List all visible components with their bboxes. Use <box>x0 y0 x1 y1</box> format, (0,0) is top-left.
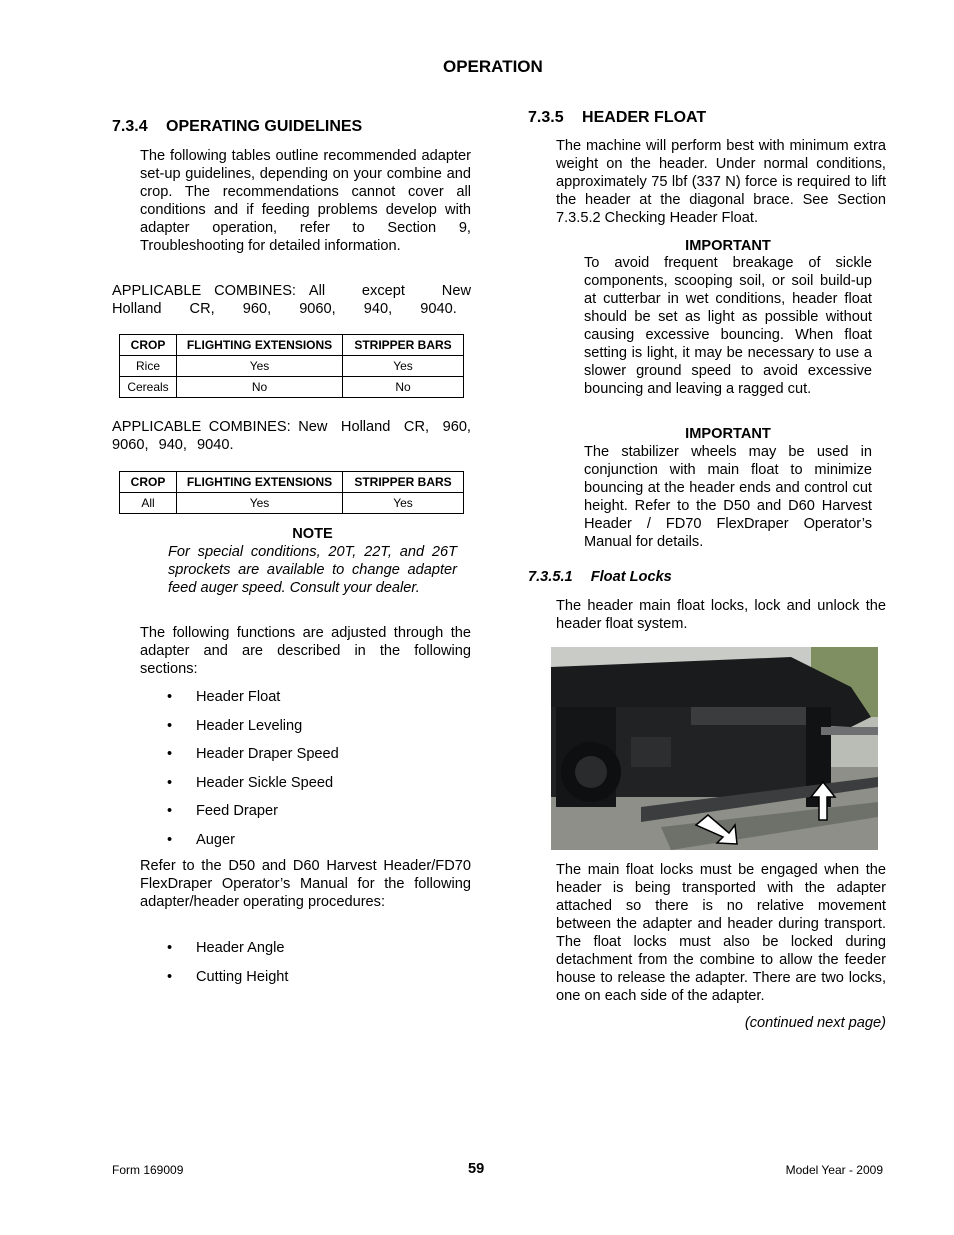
functions-intro: The following functions are adjusted through the adapter and are described in the following sections: <box>140 625 471 677</box>
float-locks-photo <box>551 647 878 850</box>
subsection-title: Float Locks <box>590 569 672 585</box>
section-heading-7-3-5 <box>528 109 706 127</box>
intro-paragraph: The following tables outline recommended adapter set-up guidelines, depending on your combine and crop. The recommendations cannot cover all conditions and if feeding problems develop with adapter operation, refer to Section 9, Troubleshooting for detailed information. <box>140 148 471 254</box>
table-cell: Yes <box>343 356 464 377</box>
applicable-label: APPLICABLE COMBINES: <box>112 283 296 299</box>
table-cell: Yes <box>177 356 343 377</box>
table-cell: Cereals <box>120 377 177 398</box>
important-1-text: To avoid frequent breakage of sickle components, scooping soil, or soil build-up at cutterbar in wet conditions, header float should be set as light as possible without causing excessive bouncing. When float setting is light, it may be necessary to use a slower ground speed to avoid excessive bouncing and leaving a ragged cut. <box>584 255 872 397</box>
section-heading-7-3-4 <box>112 118 362 136</box>
procedures-list <box>140 939 471 996</box>
table-cell: No <box>177 377 343 398</box>
table-cell: All <box>120 493 177 514</box>
list-item: • Header Angle <box>140 939 471 968</box>
continued-note: (continued next page) <box>744 1015 886 1031</box>
subsection-number: 7.3.5.1 <box>528 569 573 585</box>
list-item: • Header Sickle Speed <box>140 774 471 803</box>
section-title: HEADER FLOAT <box>582 109 707 126</box>
functions-list <box>140 688 471 859</box>
subsection-heading-7-3-5-1 <box>528 569 672 585</box>
list-item: • Auger <box>140 831 471 860</box>
header-cell: STRIPPER BARS <box>343 472 464 493</box>
note-title: NOTE <box>292 526 333 542</box>
header-cell: CROP <box>120 472 177 493</box>
header-cell: CROP <box>120 335 177 356</box>
table-cell: Yes <box>343 493 464 514</box>
section-number: 7.3.5 <box>528 109 564 126</box>
table-2 <box>119 471 464 514</box>
header-cell: FLIGHTING EXTENSIONS <box>177 335 343 356</box>
section-number: 7.3.4 <box>112 118 148 135</box>
important-2-text: The stabilizer wheels may be used in conjunction with main float to minimize bouncing at the header ends and control cut height. Refer to the D50 and D60 Harvest Header / FD70 FlexDraper Operator’s Manual for details. <box>584 444 872 550</box>
table-1 <box>119 334 464 398</box>
section-title: OPERATING GUIDELINES <box>166 118 363 135</box>
table-cell: Yes <box>177 493 343 514</box>
table-header-row <box>120 472 464 493</box>
float-locks-paragraph: The main float locks must be engaged when the header is being transported with the adapter attached so there is no relative movement between the adapter and header during transport. The float locks must also be locked during detachment from the combine to allow the feeder house to release the adapter. There are two locks, one on each side of the adapter. <box>556 862 886 1004</box>
applicable-value: All except New Holland CR, 960, 9060, 940, 9040. <box>112 283 471 317</box>
refer-paragraph: Refer to the D50 and D60 Harvest Header/FD70 FlexDraper Operator’s Manual for the following adapter/header operating procedures: <box>140 858 471 910</box>
list-item: • Feed Draper <box>140 802 471 831</box>
header-cell: FLIGHTING EXTENSIONS <box>177 472 343 493</box>
important-1-title: IMPORTANT <box>685 238 771 254</box>
table-row <box>120 377 464 398</box>
header-cell: STRIPPER BARS <box>343 335 464 356</box>
page-header-title: OPERATION <box>443 57 543 76</box>
table-row <box>120 493 464 514</box>
list-item: • Cutting Height <box>140 968 471 997</box>
table-cell: Rice <box>120 356 177 377</box>
list-item: • Header Float <box>140 688 471 717</box>
float-locks-intro: The header main float locks, lock and unlock the header float system. <box>556 598 886 632</box>
table-row <box>120 356 464 377</box>
footer-form-number: Form 169009 <box>112 1163 184 1177</box>
header-float-paragraph: The machine will perform best with minimum extra weight on the header. Under normal conditions, approximately 75 lbf (337 N) force is required to lift the header at the diagonal brace. See Section 7.3.5.2 Checking Header Float. <box>556 138 886 226</box>
note-text: For special conditions, 20T, 22T, and 26T sprockets are available to change adapter feed auger speed. Consult your dealer. <box>168 544 457 596</box>
table-header-row <box>120 335 464 356</box>
applicable-label: APPLICABLE COMBINES: <box>112 419 291 435</box>
list-item: • Header Draper Speed <box>140 745 471 774</box>
table-cell: No <box>343 377 464 398</box>
footer-page-number: 59 <box>468 1161 485 1177</box>
applicable-combines-1 <box>112 282 471 318</box>
important-2-title: IMPORTANT <box>685 426 771 442</box>
applicable-combines-2 <box>112 418 471 454</box>
list-item: • Header Leveling <box>140 717 471 746</box>
footer-model-year: Model Year - 2009 <box>785 1163 883 1177</box>
applicable-value: New Holland CR, 960, 9060, 940, 9040. <box>112 419 471 453</box>
